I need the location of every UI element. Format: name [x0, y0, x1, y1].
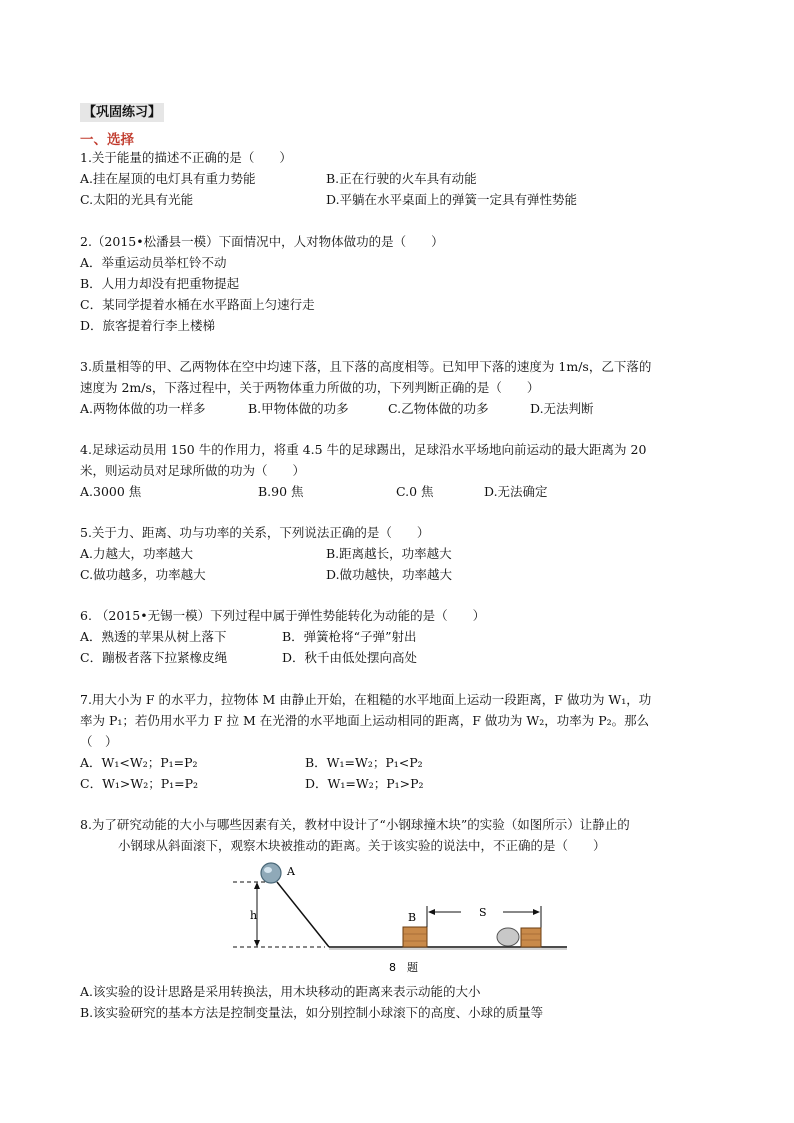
q1-option-b: B.正在行驶的火车具有动能 — [326, 171, 477, 186]
wooden-block-b — [403, 927, 427, 947]
q7-line-1: 7.用大小为 F 的水平力，拉物体 M 由静止开始，在粗糙的水平地面上运动一段距离，F 做功为 W₁，功 — [80, 692, 652, 707]
q5-stem: 5.关于力、距离、功与功率的关系，下列说法正确的是（ ） — [80, 525, 430, 540]
q6-option-a: A．熟透的苹果从树上落下 — [80, 629, 227, 644]
q4-line-2: 米，则运动员对足球所做的功为（ ） — [80, 463, 306, 478]
wooden-block-moved — [521, 928, 541, 947]
q7-line-2: 率为 P₁；若仍用水平力 F 拉 M 在光滑的水平地面上运动相同的距离，F 做功为 W₂，功率为 P₂。那么 — [80, 713, 650, 728]
q6-stem: 6. （2015•无锡一模）下列过程中属于弹性势能转化为动能的是（ ） — [80, 608, 486, 623]
label-s: S — [479, 906, 487, 919]
q1-option-d: D.平躺在水平桌面上的弹簧一定具有弹性势能 — [326, 192, 578, 207]
q3-option-b: B.甲物体做的功多 — [248, 401, 349, 416]
label-h: h — [250, 909, 258, 922]
practice-heading: 【巩固练习】 — [80, 103, 164, 122]
q4-line-1: 4.足球运动员用 150 牛的作用力，将重 4.5 牛的足球踢出，足球沿水平场地向前运动的最大距离为 20 — [80, 442, 647, 457]
q5-option-b: B.距离越长，功率越大 — [326, 546, 452, 561]
q4-option-b: B.90 焦 — [258, 484, 304, 499]
figure-caption: 8 题 — [389, 961, 418, 974]
steel-ball-a — [261, 863, 281, 883]
q6-option-d: D．秋千由低处摆向高处 — [282, 650, 418, 665]
q2-option-d: D．旅客提着行李上楼梯 — [80, 318, 216, 333]
label-b: B — [408, 911, 417, 924]
q5-option-c: C.做功越多，功率越大 — [80, 567, 206, 582]
q3-option-d: D.无法判断 — [530, 401, 594, 416]
q2-option-b: B．人用力却没有把重物提起 — [80, 276, 240, 291]
q3-option-c: C.乙物体做的功多 — [388, 401, 489, 416]
q6-option-c: C．蹦极者落下拉紧橡皮绳 — [80, 650, 228, 665]
q7-option-c: C．W₁>W₂；P₁=P₂ — [80, 776, 199, 791]
q8-line-2: 小钢球从斜面滚下，观察木块被推动的距离。关于该实验的说法中，不正确的是（ ） — [118, 838, 606, 853]
q3-line-1: 3.质量相等的甲、乙两物体在空中均速下落，且下落的高度相等。已知甲下落的速度为 1m/s，乙下落的 — [80, 359, 652, 374]
q4-option-c: C.0 焦 — [396, 484, 434, 499]
q7-option-d: D．W₁=W₂；P₁>P₂ — [305, 776, 424, 791]
label-a: A — [287, 865, 295, 878]
q1-option-a: A.挂在屋顶的电灯具有重力势能 — [80, 171, 256, 186]
section-title: 一、选择 — [80, 132, 134, 148]
q7-line-3: （ ） — [80, 734, 118, 749]
q8-experiment-figure — [225, 858, 575, 978]
q3-line-2: 速度为 2m/s，下落过程中，关于两物体重力所做的功，下列判断正确的是（ ） — [80, 380, 540, 395]
q1-option-c: C.太阳的光具有光能 — [80, 192, 194, 207]
q7-option-b: B．W₁=W₂；P₁<P₂ — [305, 755, 423, 770]
q8-option-b: B.该实验研究的基本方法是控制变量法，如分别控制小球滚下的高度、小球的质量等 — [80, 1005, 544, 1020]
q7-option-a: A．W₁<W₂；P₁=P₂ — [80, 755, 198, 770]
ball-after-collision — [497, 928, 519, 946]
q1-stem: 1.关于能量的描述不正确的是（ ） — [80, 150, 292, 165]
q8-option-a: A.该实验的设计思路是采用转换法，用木块移动的距离来表示动能的大小 — [80, 984, 481, 999]
q5-option-d: D.做功越快，功率越大 — [326, 567, 453, 582]
q5-option-a: A.力越大，功率越大 — [80, 546, 194, 561]
q3-option-a: A.两物体做的功一样多 — [80, 401, 206, 416]
q4-option-d: D.无法确定 — [484, 484, 548, 499]
q2-stem: 2.（2015•松潘县一模）下面情况中，人对物体做功的是（ ） — [80, 234, 444, 249]
q8-line-1: 8.为了研究动能的大小与哪些因素有关，教材中设计了“小钢球撞木块”的实验（如图所示）让静止的 — [80, 817, 630, 832]
q6-option-b: B．弹簧枪将“子弹”射出 — [282, 629, 417, 644]
q2-option-a: A．举重运动员举杠铃不动 — [80, 255, 227, 270]
incline-slope — [277, 882, 329, 947]
q4-option-a: A.3000 焦 — [80, 484, 142, 499]
q2-option-c: C．某同学提着水桶在水平路面上匀速行走 — [80, 297, 315, 312]
